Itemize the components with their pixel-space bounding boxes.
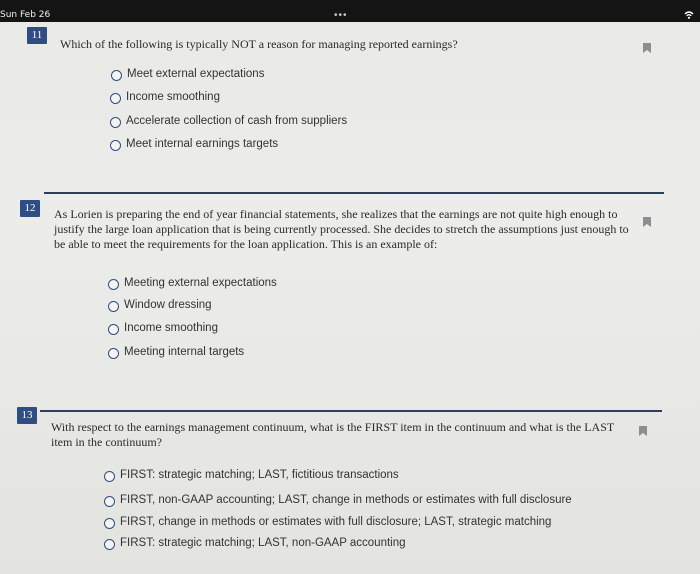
option-label: Income smoothing <box>126 91 220 103</box>
status-date: Sun Feb 26 <box>0 10 51 20</box>
option-label: FIRST: strategic matching; LAST, fictitious transactions <box>120 469 399 481</box>
option-label: Window dressing <box>124 299 212 311</box>
radio-button[interactable] <box>111 70 122 81</box>
radio-button[interactable] <box>104 518 115 529</box>
option-label: FIRST, non-GAAP accounting; LAST, change in methods or estimates with full disclosure <box>120 494 572 506</box>
question-separator <box>44 192 664 194</box>
multitask-dots-icon[interactable]: ••• <box>334 10 348 21</box>
option-label: Accelerate collection of cash from suppliers <box>126 115 348 127</box>
question-text: As Lorien is preparing the end of year financial statements, she realizes that the earnings are not quite high enough to justify the large loan application that is being currently processed. She decides to stretch the assumptions just enough to be able to meet the requirements for the loan application. This is an example of: <box>54 207 629 251</box>
radio-button[interactable] <box>110 93 121 104</box>
radio-button[interactable] <box>104 471 115 482</box>
radio-button[interactable] <box>110 117 121 128</box>
radio-button[interactable] <box>104 496 115 507</box>
option-label: Income smoothing <box>124 322 218 334</box>
option-label: Meet internal earnings targets <box>126 138 279 150</box>
radio-button[interactable] <box>108 324 119 335</box>
bookmark-flag-icon[interactable] <box>638 426 648 436</box>
question-number-badge: 12 <box>20 200 40 217</box>
option-label: Meeting internal targets <box>124 346 245 358</box>
bookmark-flag-icon[interactable] <box>642 217 652 227</box>
option-label: FIRST: strategic matching; LAST, non-GAAP accounting <box>120 537 406 549</box>
radio-button[interactable] <box>108 279 119 290</box>
radio-button[interactable] <box>108 301 119 312</box>
radio-button[interactable] <box>104 539 115 550</box>
status-bar <box>0 0 700 22</box>
question-separator <box>40 410 662 412</box>
option-label: Meeting external expectations <box>124 277 277 289</box>
question-number-badge: 13 <box>17 407 37 424</box>
question-text: With respect to the earnings management continuum, what is the FIRST item in the continuum and what is the LAST item in the continuum? <box>51 420 614 449</box>
wifi-icon <box>684 10 694 20</box>
bookmark-flag-icon[interactable] <box>642 43 652 53</box>
option-label: Meet external expectations <box>127 68 265 80</box>
option-label: FIRST, change in methods or estimates with full disclosure; LAST, strategic matching <box>120 516 552 528</box>
question-number-badge: 11 <box>27 27 47 44</box>
radio-button[interactable] <box>108 348 119 359</box>
question-text: Which of the following is typically NOT a reason for managing reported earnings? <box>60 37 458 51</box>
radio-button[interactable] <box>110 140 121 151</box>
